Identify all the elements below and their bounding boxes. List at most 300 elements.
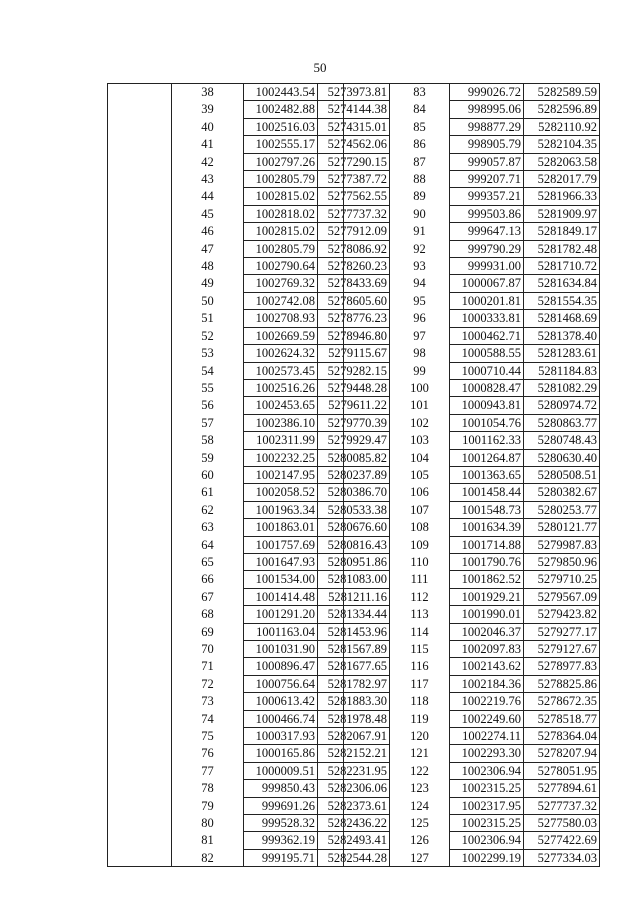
point-number-cell: 93 — [390, 258, 450, 275]
x-coordinate-cell: 1002317.95 — [450, 797, 524, 814]
y-coordinate-cell: 5278364.04 — [524, 728, 600, 745]
blank-cell — [344, 641, 390, 658]
table-row — [344, 397, 600, 414]
blank-cell — [344, 240, 390, 257]
y-coordinate-cell: 5282436.22 — [318, 815, 390, 832]
y-coordinate-cell: 5277387.72 — [318, 171, 390, 188]
table-row — [344, 780, 600, 797]
blank-cell — [344, 171, 390, 188]
blank-cell — [108, 171, 172, 188]
blank-cell — [344, 136, 390, 153]
point-number-cell: 108 — [390, 519, 450, 536]
x-coordinate-cell: 1002058.52 — [244, 484, 318, 501]
x-coordinate-cell: 1000333.81 — [450, 310, 524, 327]
point-number-cell: 115 — [390, 641, 450, 658]
table-row — [344, 606, 600, 623]
point-number-cell: 68 — [172, 606, 244, 623]
x-coordinate-cell: 1001163.04 — [244, 623, 318, 640]
x-coordinate-cell: 1002516.03 — [244, 118, 318, 135]
table-row — [344, 710, 600, 727]
point-number-cell: 110 — [390, 553, 450, 570]
y-coordinate-cell: 5280951.86 — [318, 553, 390, 570]
blank-cell — [108, 466, 172, 483]
x-coordinate-cell: 1002306.94 — [450, 762, 524, 779]
x-coordinate-cell: 1000613.42 — [244, 693, 318, 710]
y-coordinate-cell: 5282589.59 — [524, 84, 600, 101]
point-number-cell: 45 — [172, 205, 244, 222]
y-coordinate-cell: 5282544.28 — [318, 849, 390, 866]
blank-cell — [344, 762, 390, 779]
y-coordinate-cell: 5278086.92 — [318, 240, 390, 257]
y-coordinate-cell: 5280533.38 — [318, 501, 390, 518]
y-coordinate-cell: 5280121.77 — [524, 519, 600, 536]
point-number-cell: 62 — [172, 501, 244, 518]
x-coordinate-cell: 1000756.64 — [244, 675, 318, 692]
x-coordinate-cell: 1002046.37 — [450, 623, 524, 640]
y-coordinate-cell: 5277912.09 — [318, 223, 390, 240]
y-coordinate-cell: 5273973.81 — [318, 84, 390, 101]
point-number-cell: 99 — [390, 362, 450, 379]
y-coordinate-cell: 5281184.83 — [524, 362, 600, 379]
table-row — [344, 484, 600, 501]
x-coordinate-cell: 1001054.76 — [450, 414, 524, 431]
x-coordinate-cell: 1002315.25 — [450, 780, 524, 797]
point-number-cell: 96 — [390, 310, 450, 327]
x-coordinate-cell: 998877.29 — [450, 118, 524, 135]
blank-cell — [344, 153, 390, 170]
point-number-cell: 48 — [172, 258, 244, 275]
x-coordinate-cell: 1002555.17 — [244, 136, 318, 153]
point-number-cell: 112 — [390, 588, 450, 605]
y-coordinate-cell: 5282493.41 — [318, 832, 390, 849]
table-row — [344, 188, 600, 205]
y-coordinate-cell: 5277562.55 — [318, 188, 390, 205]
point-number-cell: 113 — [390, 606, 450, 623]
y-coordinate-cell: 5282306.06 — [318, 780, 390, 797]
page-number: 50 — [313, 60, 327, 75]
blank-cell — [344, 797, 390, 814]
blank-cell — [344, 397, 390, 414]
blank-cell — [108, 728, 172, 745]
y-coordinate-cell: 5274315.01 — [318, 118, 390, 135]
point-number-cell: 117 — [390, 675, 450, 692]
blank-cell — [344, 292, 390, 309]
blank-cell — [344, 275, 390, 292]
point-number-cell: 77 — [172, 762, 244, 779]
table-row — [344, 153, 600, 170]
y-coordinate-cell: 5281909.97 — [524, 205, 600, 222]
blank-cell — [108, 501, 172, 518]
y-coordinate-cell: 5278518.77 — [524, 710, 600, 727]
y-coordinate-cell: 5281966.33 — [524, 188, 600, 205]
point-number-cell: 92 — [390, 240, 450, 257]
point-number-cell: 118 — [390, 693, 450, 710]
table-row — [344, 171, 600, 188]
y-coordinate-cell: 5281334.44 — [318, 606, 390, 623]
x-coordinate-cell: 1002708.93 — [244, 310, 318, 327]
table-row — [344, 658, 600, 675]
y-coordinate-cell: 5277580.03 — [524, 815, 600, 832]
point-number-cell: 76 — [172, 745, 244, 762]
x-coordinate-cell: 1002669.59 — [244, 327, 318, 344]
point-number-cell: 42 — [172, 153, 244, 170]
blank-cell — [344, 519, 390, 536]
y-coordinate-cell: 5274562.06 — [318, 136, 390, 153]
y-coordinate-cell: 5279850.96 — [524, 553, 600, 570]
blank-cell — [108, 397, 172, 414]
x-coordinate-cell: 1001990.01 — [450, 606, 524, 623]
point-number-cell: 58 — [172, 432, 244, 449]
y-coordinate-cell: 5281567.89 — [318, 641, 390, 658]
coordinates-table-right — [343, 83, 600, 867]
x-coordinate-cell: 1002790.64 — [244, 258, 318, 275]
table-row — [344, 432, 600, 449]
blank-cell — [108, 101, 172, 118]
point-number-cell: 116 — [390, 658, 450, 675]
y-coordinate-cell: 5281978.48 — [318, 710, 390, 727]
x-coordinate-cell: 1001458.44 — [450, 484, 524, 501]
point-number-cell: 52 — [172, 327, 244, 344]
blank-cell — [344, 449, 390, 466]
table-row — [344, 362, 600, 379]
point-number-cell: 61 — [172, 484, 244, 501]
x-coordinate-cell: 1002147.95 — [244, 466, 318, 483]
blank-cell — [108, 292, 172, 309]
point-number-cell: 102 — [390, 414, 450, 431]
y-coordinate-cell: 5281082.29 — [524, 379, 600, 396]
blank-cell — [108, 118, 172, 135]
y-coordinate-cell: 5278605.60 — [318, 292, 390, 309]
blank-cell — [108, 797, 172, 814]
blank-cell — [108, 780, 172, 797]
y-coordinate-cell: 5280386.70 — [318, 484, 390, 501]
blank-cell — [108, 519, 172, 536]
y-coordinate-cell: 5278977.83 — [524, 658, 600, 675]
x-coordinate-cell: 999691.26 — [244, 797, 318, 814]
blank-cell — [344, 571, 390, 588]
point-number-cell: 84 — [390, 101, 450, 118]
table-row — [344, 379, 600, 396]
y-coordinate-cell: 5277334.03 — [524, 849, 600, 866]
x-coordinate-cell: 1002249.60 — [450, 710, 524, 727]
x-coordinate-cell: 1002769.32 — [244, 275, 318, 292]
x-coordinate-cell: 1000896.47 — [244, 658, 318, 675]
point-number-cell: 55 — [172, 379, 244, 396]
table-row — [344, 849, 600, 866]
y-coordinate-cell: 5279567.09 — [524, 588, 600, 605]
x-coordinate-cell: 1002516.26 — [244, 379, 318, 396]
y-coordinate-cell: 5282373.61 — [318, 797, 390, 814]
x-coordinate-cell: 1002274.11 — [450, 728, 524, 745]
blank-cell — [344, 414, 390, 431]
x-coordinate-cell: 1002815.02 — [244, 223, 318, 240]
table-row — [344, 84, 600, 101]
y-coordinate-cell: 5279282.15 — [318, 362, 390, 379]
table-row — [344, 623, 600, 640]
y-coordinate-cell: 5278433.69 — [318, 275, 390, 292]
x-coordinate-cell: 999195.71 — [244, 849, 318, 866]
table-row — [344, 728, 600, 745]
blank-cell — [108, 310, 172, 327]
table-row — [344, 571, 600, 588]
x-coordinate-cell: 999057.87 — [450, 153, 524, 170]
blank-cell — [344, 536, 390, 553]
point-number-cell: 83 — [390, 84, 450, 101]
blank-cell — [108, 275, 172, 292]
y-coordinate-cell: 5278825.86 — [524, 675, 600, 692]
point-number-cell: 74 — [172, 710, 244, 727]
table-row — [344, 414, 600, 431]
blank-cell — [344, 379, 390, 396]
y-coordinate-cell: 5280237.89 — [318, 466, 390, 483]
point-number-cell: 73 — [172, 693, 244, 710]
y-coordinate-cell: 5282110.92 — [524, 118, 600, 135]
blank-cell — [344, 223, 390, 240]
y-coordinate-cell: 5280508.51 — [524, 466, 600, 483]
y-coordinate-cell: 5278946.80 — [318, 327, 390, 344]
point-number-cell: 90 — [390, 205, 450, 222]
point-number-cell: 119 — [390, 710, 450, 727]
blank-cell — [344, 745, 390, 762]
x-coordinate-cell: 1001634.39 — [450, 519, 524, 536]
table-row — [344, 536, 600, 553]
y-coordinate-cell: 5274144.38 — [318, 101, 390, 118]
blank-cell — [108, 693, 172, 710]
blank-cell — [344, 101, 390, 118]
point-number-cell: 53 — [172, 345, 244, 362]
blank-cell — [108, 571, 172, 588]
y-coordinate-cell: 5282231.95 — [318, 762, 390, 779]
point-number-cell: 87 — [390, 153, 450, 170]
y-coordinate-cell: 5277290.15 — [318, 153, 390, 170]
blank-cell — [108, 345, 172, 362]
blank-cell — [108, 606, 172, 623]
y-coordinate-cell: 5282152.21 — [318, 745, 390, 762]
table-row — [344, 258, 600, 275]
blank-cell — [108, 710, 172, 727]
point-number-cell: 69 — [172, 623, 244, 640]
coordinates-table — [343, 83, 600, 867]
blank-cell — [108, 327, 172, 344]
table-row — [344, 519, 600, 536]
x-coordinate-cell: 1001757.69 — [244, 536, 318, 553]
blank-cell — [344, 432, 390, 449]
x-coordinate-cell: 1002453.65 — [244, 397, 318, 414]
point-number-cell: 57 — [172, 414, 244, 431]
y-coordinate-cell: 5281849.17 — [524, 223, 600, 240]
y-coordinate-cell: 5277737.32 — [524, 797, 600, 814]
y-coordinate-cell: 5280382.67 — [524, 484, 600, 501]
x-coordinate-cell: 1000165.86 — [244, 745, 318, 762]
point-number-cell: 107 — [390, 501, 450, 518]
x-coordinate-cell: 1000462.71 — [450, 327, 524, 344]
point-number-cell: 70 — [172, 641, 244, 658]
blank-cell — [344, 675, 390, 692]
point-number-cell: 40 — [172, 118, 244, 135]
blank-cell — [344, 466, 390, 483]
blank-cell — [344, 623, 390, 640]
x-coordinate-cell: 1001862.52 — [450, 571, 524, 588]
blank-cell — [344, 188, 390, 205]
y-coordinate-cell: 5279448.28 — [318, 379, 390, 396]
x-coordinate-cell: 1000201.81 — [450, 292, 524, 309]
x-coordinate-cell: 1001162.33 — [450, 432, 524, 449]
blank-cell — [108, 432, 172, 449]
point-number-cell: 122 — [390, 762, 450, 779]
x-coordinate-cell: 999647.13 — [450, 223, 524, 240]
x-coordinate-cell: 1002299.19 — [450, 849, 524, 866]
blank-cell — [344, 780, 390, 797]
x-coordinate-cell: 1001863.01 — [244, 519, 318, 536]
blank-cell — [108, 675, 172, 692]
x-coordinate-cell: 998905.79 — [450, 136, 524, 153]
blank-cell — [108, 484, 172, 501]
point-number-cell: 79 — [172, 797, 244, 814]
x-coordinate-cell: 999931.00 — [450, 258, 524, 275]
point-number-cell: 59 — [172, 449, 244, 466]
y-coordinate-cell: 5281782.48 — [524, 240, 600, 257]
y-coordinate-cell: 5281634.84 — [524, 275, 600, 292]
y-coordinate-cell: 5280748.43 — [524, 432, 600, 449]
x-coordinate-cell: 1001714.88 — [450, 536, 524, 553]
x-coordinate-cell: 999503.86 — [450, 205, 524, 222]
x-coordinate-cell: 999207.71 — [450, 171, 524, 188]
y-coordinate-cell: 5280085.82 — [318, 449, 390, 466]
y-coordinate-cell: 5280974.72 — [524, 397, 600, 414]
blank-cell — [344, 710, 390, 727]
table-row — [344, 327, 600, 344]
point-number-cell: 67 — [172, 588, 244, 605]
point-number-cell: 38 — [172, 84, 244, 101]
blank-cell — [344, 345, 390, 362]
blank-cell — [108, 153, 172, 170]
x-coordinate-cell: 1002624.32 — [244, 345, 318, 362]
x-coordinate-cell: 1001414.48 — [244, 588, 318, 605]
x-coordinate-cell: 1002797.26 — [244, 153, 318, 170]
point-number-cell: 66 — [172, 571, 244, 588]
blank-cell — [344, 815, 390, 832]
table-row — [344, 310, 600, 327]
blank-cell — [344, 327, 390, 344]
x-coordinate-cell: 1001647.93 — [244, 553, 318, 570]
y-coordinate-cell: 5282596.89 — [524, 101, 600, 118]
y-coordinate-cell: 5282067.91 — [318, 728, 390, 745]
table-body-right — [344, 84, 600, 867]
x-coordinate-cell: 1002482.88 — [244, 101, 318, 118]
y-coordinate-cell: 5277422.69 — [524, 832, 600, 849]
blank-cell — [344, 658, 390, 675]
point-number-cell: 97 — [390, 327, 450, 344]
point-number-cell: 51 — [172, 310, 244, 327]
table-row — [344, 588, 600, 605]
table-row — [344, 205, 600, 222]
point-number-cell: 75 — [172, 728, 244, 745]
x-coordinate-cell: 1000466.74 — [244, 710, 318, 727]
table-row — [344, 101, 600, 118]
y-coordinate-cell: 5281782.97 — [318, 675, 390, 692]
blank-cell — [344, 849, 390, 866]
point-number-cell: 127 — [390, 849, 450, 866]
y-coordinate-cell: 5281554.35 — [524, 292, 600, 309]
y-coordinate-cell: 5281378.40 — [524, 327, 600, 344]
y-coordinate-cell: 5281283.61 — [524, 345, 600, 362]
blank-cell — [108, 815, 172, 832]
blank-cell — [108, 362, 172, 379]
y-coordinate-cell: 5278776.23 — [318, 310, 390, 327]
point-number-cell: 56 — [172, 397, 244, 414]
point-number-cell: 103 — [390, 432, 450, 449]
blank-cell — [108, 240, 172, 257]
point-number-cell: 104 — [390, 449, 450, 466]
blank-cell — [108, 414, 172, 431]
blank-cell — [344, 588, 390, 605]
point-number-cell: 49 — [172, 275, 244, 292]
y-coordinate-cell: 5279423.82 — [524, 606, 600, 623]
blank-cell — [108, 623, 172, 640]
blank-cell — [344, 693, 390, 710]
blank-cell — [344, 553, 390, 570]
y-coordinate-cell: 5282017.79 — [524, 171, 600, 188]
point-number-cell: 114 — [390, 623, 450, 640]
blank-cell — [108, 258, 172, 275]
blank-cell — [108, 379, 172, 396]
point-number-cell: 94 — [390, 275, 450, 292]
blank-cell — [344, 606, 390, 623]
point-number-cell: 95 — [390, 292, 450, 309]
x-coordinate-cell: 1000710.44 — [450, 362, 524, 379]
point-number-cell: 47 — [172, 240, 244, 257]
table-row — [344, 223, 600, 240]
x-coordinate-cell: 1002306.94 — [450, 832, 524, 849]
x-coordinate-cell: 1002573.45 — [244, 362, 318, 379]
x-coordinate-cell: 1001363.65 — [450, 466, 524, 483]
y-coordinate-cell: 5281468.69 — [524, 310, 600, 327]
point-number-cell: 109 — [390, 536, 450, 553]
x-coordinate-cell: 1002315.25 — [450, 815, 524, 832]
y-coordinate-cell: 5279710.25 — [524, 571, 600, 588]
x-coordinate-cell: 1001929.21 — [450, 588, 524, 605]
x-coordinate-cell: 1002818.02 — [244, 205, 318, 222]
x-coordinate-cell: 1000943.81 — [450, 397, 524, 414]
blank-cell — [108, 223, 172, 240]
blank-cell — [344, 728, 390, 745]
y-coordinate-cell: 5279770.39 — [318, 414, 390, 431]
y-coordinate-cell: 5279929.47 — [318, 432, 390, 449]
x-coordinate-cell: 999850.43 — [244, 780, 318, 797]
y-coordinate-cell: 5280863.77 — [524, 414, 600, 431]
x-coordinate-cell: 998995.06 — [450, 101, 524, 118]
y-coordinate-cell: 5279277.17 — [524, 623, 600, 640]
point-number-cell: 98 — [390, 345, 450, 362]
x-coordinate-cell: 1002097.83 — [450, 641, 524, 658]
x-coordinate-cell: 1002805.79 — [244, 240, 318, 257]
blank-cell — [108, 849, 172, 866]
y-coordinate-cell: 5281710.72 — [524, 258, 600, 275]
x-coordinate-cell: 1002815.02 — [244, 188, 318, 205]
point-number-cell: 65 — [172, 553, 244, 570]
blank-cell — [108, 745, 172, 762]
x-coordinate-cell: 1001963.34 — [244, 501, 318, 518]
blank-cell — [108, 658, 172, 675]
x-coordinate-cell: 1001534.00 — [244, 571, 318, 588]
point-number-cell: 46 — [172, 223, 244, 240]
blank-cell — [108, 588, 172, 605]
x-coordinate-cell: 1002805.79 — [244, 171, 318, 188]
point-number-cell: 78 — [172, 780, 244, 797]
blank-cell — [108, 449, 172, 466]
y-coordinate-cell: 5279127.67 — [524, 641, 600, 658]
y-coordinate-cell: 5280676.60 — [318, 519, 390, 536]
